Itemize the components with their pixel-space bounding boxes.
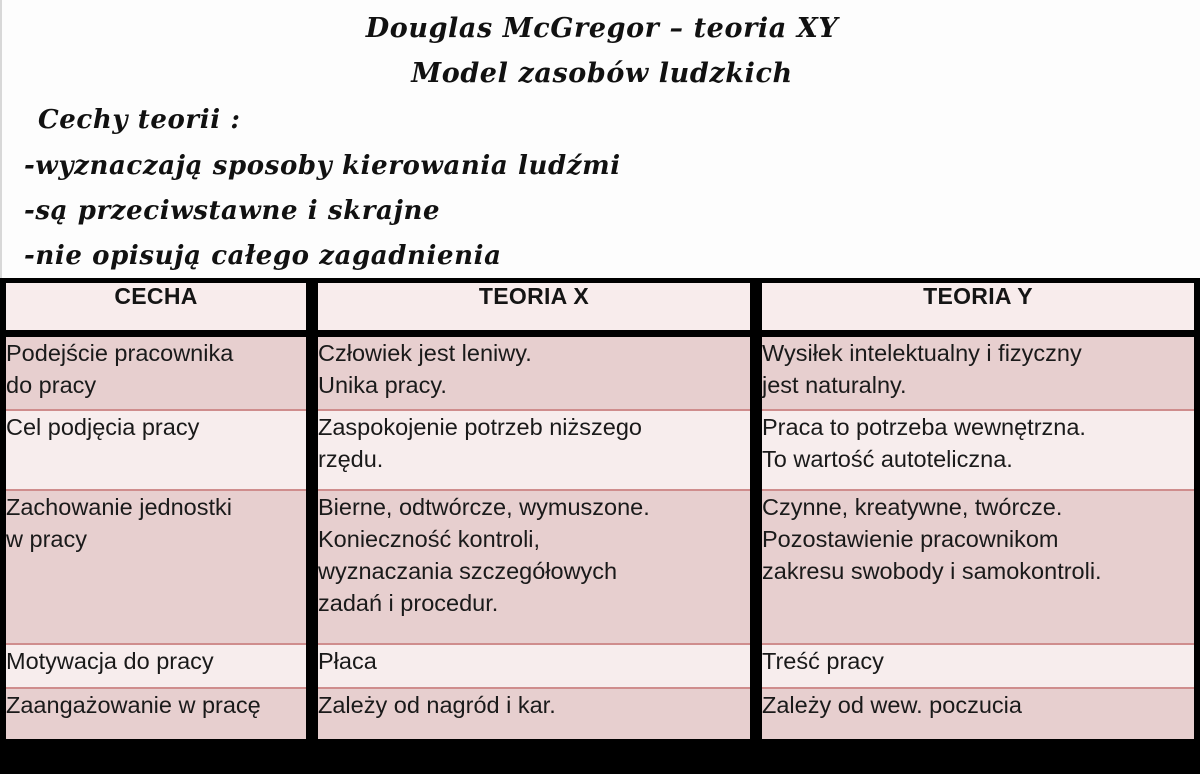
cell-theory-y bbox=[762, 688, 1194, 739]
column-divider-1 bbox=[306, 490, 318, 644]
cell-text-line: Człowiek jest leniwy. bbox=[318, 340, 532, 366]
cell-text-line: To wartość autoteliczna. bbox=[762, 446, 1013, 472]
table-row bbox=[6, 410, 1194, 490]
column-divider-2 bbox=[750, 644, 762, 688]
cell-theory-y bbox=[762, 490, 1194, 644]
cell-theory-y bbox=[762, 334, 1194, 411]
theory-xy-comparison-table bbox=[6, 283, 1194, 739]
cell-theory-y bbox=[762, 410, 1194, 490]
cell-feature bbox=[6, 410, 306, 490]
notes-area bbox=[0, 0, 1200, 280]
column-header-teoria-y: TEORIA Y bbox=[762, 283, 1194, 334]
column-divider-1 bbox=[306, 283, 318, 334]
cell-theory-x bbox=[318, 688, 750, 739]
table-row bbox=[6, 644, 1194, 688]
column-divider-1 bbox=[306, 644, 318, 688]
cell-feature bbox=[6, 688, 306, 739]
column-divider-2 bbox=[750, 334, 762, 411]
feature-bullet-1: -wyznaczają sposoby kierowania ludźmi bbox=[24, 151, 621, 181]
column-header-cecha: CECHA bbox=[6, 283, 306, 334]
cell-text-line: rzędu. bbox=[318, 446, 384, 472]
cell-theory-x bbox=[318, 490, 750, 644]
cell-text-line: Zaangażowanie w pracę bbox=[6, 692, 261, 718]
cell-text-line: Zaspokojenie potrzeb niższego bbox=[318, 414, 642, 440]
cell-theory-x bbox=[318, 644, 750, 688]
table-row bbox=[6, 334, 1194, 411]
table-header-row bbox=[6, 283, 1194, 334]
column-divider-1 bbox=[306, 334, 318, 411]
cell-theory-y bbox=[762, 644, 1194, 688]
cell-feature bbox=[6, 644, 306, 688]
cell-text-line: Zależy od nagród i kar. bbox=[318, 692, 556, 718]
cell-text-line: jest naturalny. bbox=[762, 372, 907, 398]
cell-text-line: Treść pracy bbox=[762, 648, 884, 674]
slide-title-line-2: Model zasobów ludzkich bbox=[411, 58, 793, 89]
cell-text-line: wyznaczania szczegółowych bbox=[318, 558, 618, 584]
column-divider-2 bbox=[750, 688, 762, 739]
cell-theory-x bbox=[318, 334, 750, 411]
cell-text-line: zakresu swobody i samokontroli. bbox=[762, 558, 1102, 584]
table-row bbox=[6, 490, 1194, 644]
feature-bullet-3: -nie opisują całego zagadnienia bbox=[24, 241, 502, 271]
cell-text-line: Podejście pracownika bbox=[6, 340, 234, 366]
comparison-table-container bbox=[0, 278, 1200, 774]
cell-theory-x bbox=[318, 410, 750, 490]
cell-text-line: Wysiłek intelektualny i fizyczny bbox=[762, 340, 1082, 366]
column-divider-2 bbox=[750, 410, 762, 490]
cell-text-line: do pracy bbox=[6, 372, 97, 398]
column-divider-2 bbox=[750, 490, 762, 644]
table-row bbox=[6, 688, 1194, 739]
cell-text-line: Motywacja do pracy bbox=[6, 648, 214, 674]
column-divider-1 bbox=[306, 688, 318, 739]
cell-text-line: Czynne, kreatywne, twórcze. bbox=[762, 494, 1063, 520]
column-divider-1 bbox=[306, 410, 318, 490]
cell-feature bbox=[6, 490, 306, 644]
cell-text-line: Zachowanie jednostki bbox=[6, 494, 232, 520]
column-header-teoria-x: TEORIA X bbox=[318, 283, 750, 334]
cell-text-line: Pozostawienie pracownikom bbox=[762, 526, 1059, 552]
cell-text-line: w pracy bbox=[6, 526, 87, 552]
cell-text-line: Płaca bbox=[318, 648, 377, 674]
cell-text-line: Konieczność kontroli, bbox=[318, 526, 541, 552]
cell-text-line: Unika pracy. bbox=[318, 372, 447, 398]
cell-text-line: Cel podjęcia pracy bbox=[6, 414, 200, 440]
cell-text-line: Zależy od wew. poczucia bbox=[762, 692, 1022, 718]
cell-feature bbox=[6, 334, 306, 411]
cell-text-line: zadań i procedur. bbox=[318, 590, 499, 616]
slide-title-line-1: Douglas McGregor – teoria XY bbox=[365, 13, 839, 44]
feature-bullet-2: -są przeciwstawne i skrajne bbox=[24, 196, 441, 226]
cell-text-line: Praca to potrzeba wewnętrzna. bbox=[762, 414, 1086, 440]
table-body bbox=[6, 334, 1194, 740]
cell-text-line: Bierne, odtwórcze, wymuszone. bbox=[318, 494, 650, 520]
column-divider-2 bbox=[750, 283, 762, 334]
features-lead-in: Cechy teorii : bbox=[38, 105, 241, 135]
